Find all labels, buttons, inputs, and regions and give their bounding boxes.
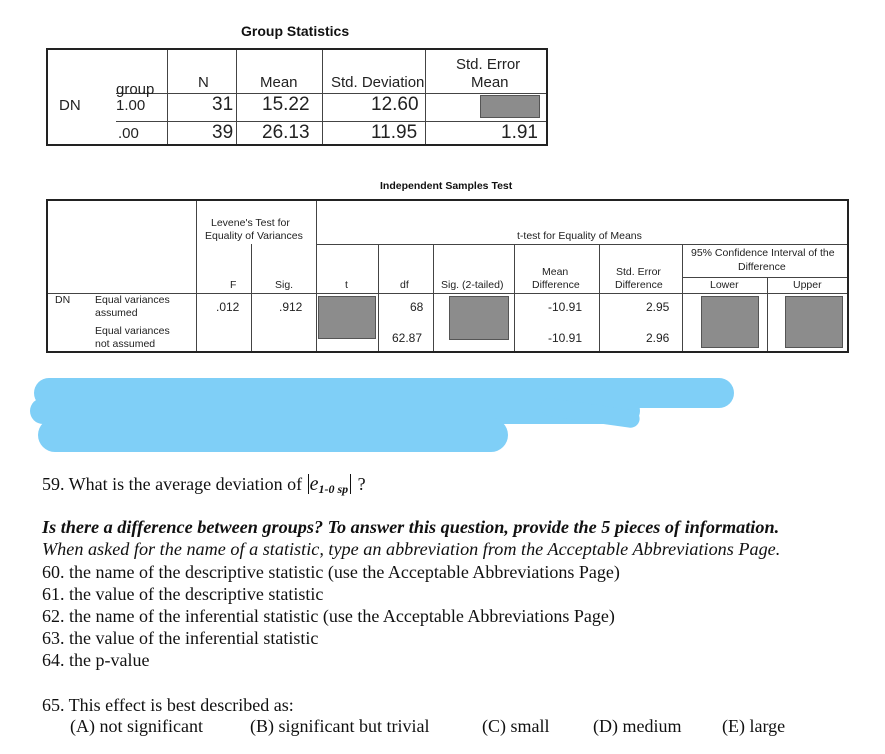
n-value: 31 — [212, 94, 234, 115]
group-stats-table — [46, 48, 548, 146]
option-c: (C) small — [482, 716, 550, 736]
question-61: 61. the value of the descriptive statistic — [42, 584, 324, 604]
header-mean-difference-line1: Mean — [542, 266, 569, 278]
n-value: 39 — [212, 122, 234, 143]
header-t: t — [345, 279, 348, 291]
mean-value: 15.22 — [262, 94, 310, 115]
header-sig-2-tailed: Sig. (2-tailed) — [441, 279, 504, 291]
question-64: 64. the p-value — [42, 650, 150, 670]
header-mean-difference-line2: Difference — [532, 279, 580, 291]
option-e: (E) large — [722, 716, 786, 736]
option-a: (A) not significant — [70, 716, 203, 736]
sig-value: .912 — [279, 300, 303, 314]
header-df: df — [400, 279, 409, 291]
sd-value: 12.60 — [371, 94, 419, 115]
mean-difference-row1: -10.91 — [548, 300, 583, 314]
ttest-header: t-test for Equality of Means — [517, 230, 642, 242]
header-lower: Lower — [710, 279, 739, 291]
header-mean: Mean — [260, 74, 298, 91]
f-value: .012 — [216, 300, 240, 314]
redacted-cell — [480, 95, 540, 118]
se-value: 1.91 — [501, 122, 538, 143]
header-std-error-difference-line2: Difference — [615, 279, 663, 291]
independent-samples-table — [46, 199, 849, 353]
group-value: 1.00 — [116, 97, 146, 114]
group-value: .00 — [118, 125, 139, 142]
redacted-sig-2-tailed — [449, 296, 509, 340]
header-f: F — [230, 279, 237, 291]
mean-difference-row2: -10.91 — [548, 331, 583, 345]
header-std-error-line1: Std. Error — [456, 56, 521, 73]
row2-label-line1: Equal variances — [95, 325, 170, 337]
ci-header-line1: 95% Confidence Interval of the — [691, 247, 835, 259]
question-63: 63. the value of the inferential statistic — [42, 628, 319, 648]
prompt-line1: Is there a difference between groups? To answer this question, provide the 5 pieces of information. — [42, 517, 780, 537]
ind-test-title: Independent Samples Test — [380, 180, 513, 192]
header-group: group — [116, 81, 155, 98]
header-upper: Upper — [793, 279, 822, 291]
redacted-ci-upper — [785, 296, 843, 348]
row1-label-line1: Equal variances — [95, 294, 170, 306]
row-label-dn: DN — [55, 294, 71, 306]
row2-label-line2: not assumed — [95, 338, 156, 350]
question-60: 60. the name of the descriptive statistic (use the Acceptable Abbreviations Page) — [42, 562, 620, 582]
std-error-difference-row2: 2.96 — [646, 331, 670, 345]
option-b: (B) significant but trivial — [250, 716, 430, 736]
option-d: (D) medium — [593, 716, 682, 736]
prompt-line2: When asked for the name of a statistic, type an abbreviation from the Acceptable Abbreviations Page. — [42, 539, 781, 559]
levene-header-line2: Equality of Variances — [205, 230, 303, 242]
group-stats-title: Group Statistics — [241, 23, 350, 39]
row-label-dn: DN — [59, 97, 81, 114]
df-value-row1: 68 — [410, 300, 424, 314]
header-n: N — [198, 74, 209, 91]
levene-header-line1: Levene's Test for — [211, 217, 290, 229]
header-std-deviation: Std. Deviation — [331, 74, 425, 91]
header-sig: Sig. — [275, 279, 294, 291]
question-65: 65. This effect is best described as: — [42, 695, 294, 715]
question-59: 59. What is the average deviation of e1-0 sp ? — [42, 473, 366, 496]
row1-label-line2: assumed — [95, 307, 138, 319]
mean-value: 26.13 — [262, 122, 310, 143]
question-62: 62. the name of the inferential statistic (use the Acceptable Abbreviations Page) — [42, 606, 615, 626]
df-value-row2: 62.87 — [392, 331, 423, 345]
header-std-error-difference-line1: Std. Error — [616, 266, 661, 278]
redacted-t-value — [318, 296, 376, 339]
redacted-ci-lower — [701, 296, 759, 348]
ci-header-line2: Difference — [738, 261, 786, 273]
std-error-difference-row1: 2.95 — [646, 300, 670, 314]
header-std-error-line2: Mean — [471, 74, 509, 91]
sd-value: 11.95 — [371, 122, 418, 143]
